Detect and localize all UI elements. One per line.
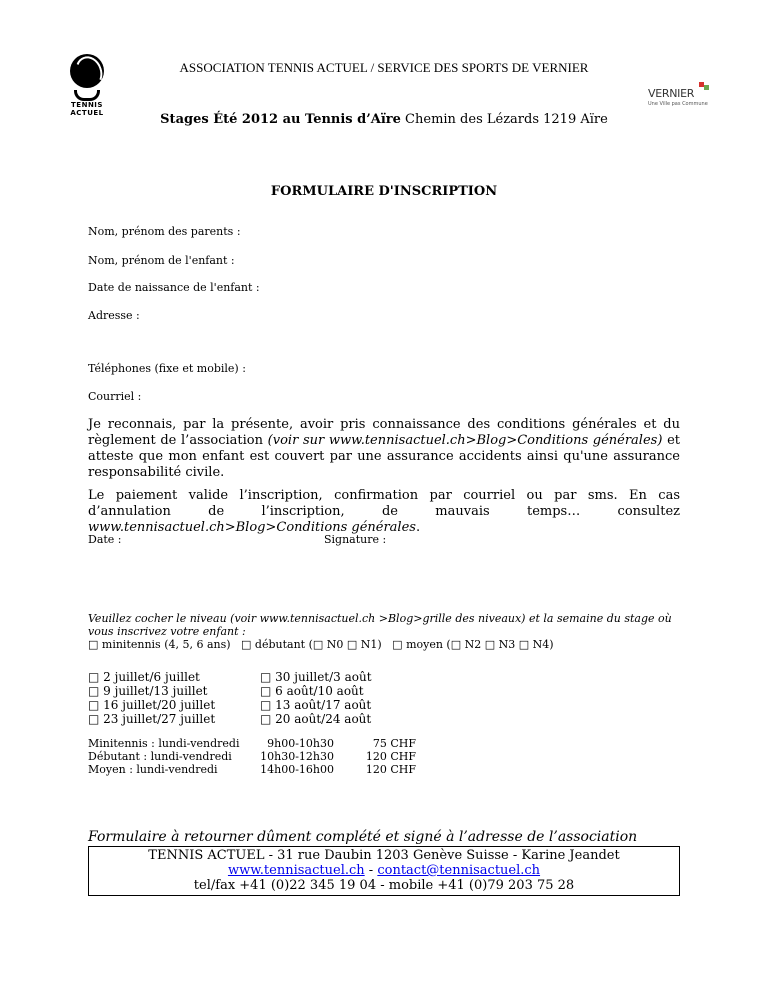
stage-address: Chemin des Lézards 1219 Aïre [400, 112, 608, 127]
conditions-text-c: et atteste que mon enfant est couvert par une assurance accidents ainsi qu'une assurance responsabilité civile. [88, 433, 680, 480]
level-instruction: Veuillez cocher le niveau (voir www.tennisactuel.ch >Blog>grille des niveaux) et la semaine du stage où vous inscrivez votre enfant : [88, 612, 672, 638]
payment-text-link: www.tennisactuel.ch>Blog>Conditions générales [88, 520, 416, 535]
footer-links [89, 863, 679, 878]
vernier-logo-name: VERNIER [648, 87, 695, 100]
price-amounts [350, 737, 416, 776]
green-square-icon [704, 85, 709, 90]
payment-text-c: . [415, 520, 421, 535]
form-title: FORMULAIRE D'INSCRIPTION [270, 184, 498, 199]
price-label: Débutant : lundi-vendredi [88, 750, 232, 763]
conditions-text-a: Je reconnais, par la présente, avoir pris connaissance des conditions générales et du règlement de l’association [88, 417, 680, 448]
weeks-right-list [260, 670, 372, 726]
email-link[interactable]: contact@tennisactuel.ch [377, 863, 541, 878]
footer-note: Formulaire à retourner dûment complété et signé à l’adresse de l’association [88, 829, 638, 845]
week-option[interactable]: □ 30 juillet/3 août [260, 670, 372, 684]
price-amount: 120 CHF [365, 750, 416, 763]
field-parents: Nom, prénom des parents : [88, 225, 241, 238]
week-option[interactable]: □ 23 juillet/27 juillet [88, 712, 216, 726]
website-link[interactable]: www.tennisactuel.ch [227, 863, 365, 878]
price-amount: 120 CHF [365, 763, 416, 776]
conditions-text-link: (voir sur www.tennisactuel.ch>Blog>Conditions générales) [267, 433, 663, 448]
footer-line1: TENNIS ACTUEL - 31 rue Daubin 1203 Genève Suisse - Karine Jeandet [148, 848, 620, 863]
conditions-paragraph [88, 417, 680, 481]
logo-left-line1: TENNIS [71, 101, 103, 109]
footer-line3: tel/fax +41 (0)22 345 19 04 - mobile +41 (0)79 203 75 28 [193, 878, 575, 893]
price-time: 14h00-16h00 [260, 763, 334, 776]
price-time: 10h30-12h30 [260, 750, 334, 763]
weeks-left-list [88, 670, 215, 726]
price-time: 9h00-10h30 [267, 737, 334, 750]
price-label: Moyen : lundi-vendredi [88, 763, 218, 776]
payment-paragraph [88, 488, 680, 536]
logo-stand-icon [74, 90, 100, 101]
price-amount: 75 CHF [372, 737, 416, 750]
week-option[interactable]: □ 20 août/24 août [260, 712, 372, 726]
week-option[interactable]: □ 16 juillet/20 juillet [88, 698, 216, 712]
field-address: Adresse : [88, 309, 140, 322]
logo-left-line2: ACTUEL [70, 109, 104, 117]
week-option[interactable]: □ 2 juillet/6 juillet [88, 670, 200, 684]
payment-text-a: Le paiement valide l’inscription, confirmation par courriel ou par sms. En cas d’annulation de l’inscription, de mauvais temps… consultez [88, 488, 680, 519]
field-phones: Téléphones (fixe et mobile) : [88, 362, 246, 375]
field-email: Courriel : [88, 390, 142, 403]
header-title: ASSOCIATION TENNIS ACTUEL / SERVICE DES SPORTS DE VERNIER [179, 60, 589, 75]
footer-address-box [88, 846, 680, 896]
level-options: □ minitennis (4, 5, 6 ans) □ débutant (□ N0 □ N1) □ moyen (□ N2 □ N3 □ N4) [88, 638, 554, 651]
stage-title: Stages Été 2012 au Tennis d’Aïre [160, 112, 401, 127]
signature-label: Signature : [324, 533, 387, 546]
footer-separator: - [364, 863, 378, 878]
vernier-logo-slogan: Une Ville pas Commune [648, 101, 708, 107]
price-times [250, 737, 334, 776]
field-birth: Date de naissance de l'enfant : [88, 281, 260, 294]
vernier-logo [648, 82, 718, 107]
week-option[interactable]: □ 9 juillet/13 juillet [88, 684, 208, 698]
stage-line [0, 112, 768, 127]
week-option[interactable]: □ 13 août/17 août [260, 698, 372, 712]
price-labels [88, 737, 240, 776]
date-label: Date : [88, 533, 122, 546]
price-label: Minitennis : lundi-vendredi [88, 737, 240, 750]
field-child: Nom, prénom de l'enfant : [88, 254, 235, 267]
week-option[interactable]: □ 6 août/10 août [260, 684, 364, 698]
